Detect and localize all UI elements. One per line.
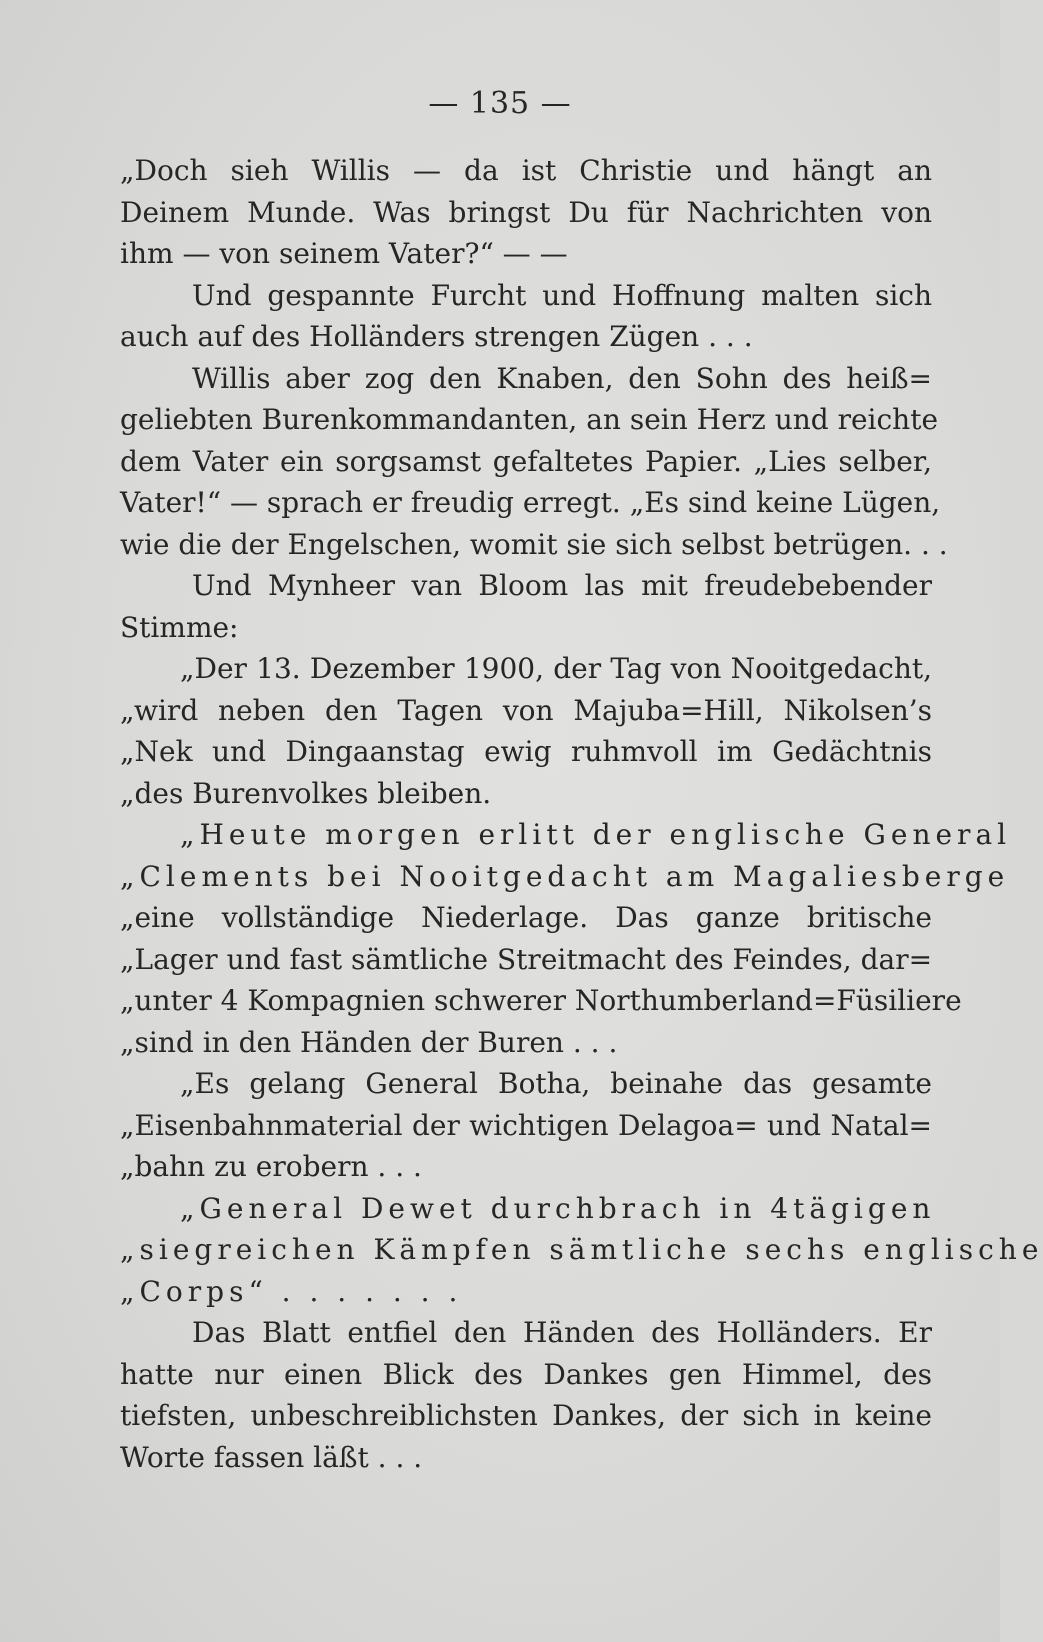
text-line: „Nek und Dingaanstag ewig ruhmvoll im Gedächtnis [120,735,932,768]
text-line: Und gespannte Furcht und Hoffnung malten sich [192,278,932,312]
body-text [120,150,1043,1478]
text-line: „Corps“ . . . . . . . [120,1274,463,1308]
text-line: hatte nur einen Blick des Dankes gen Himmel, des [120,1357,932,1391]
text-line: Stimme: [120,610,239,644]
text-line: tiefsten, unbeschreiblichsten Dankes, der sich in keine [120,1399,932,1432]
text-line: Vater!“ — sprach er freudig erregt. „Es sind keine Lügen, [120,486,941,519]
text-line: „sind in den Händen der Buren . . . [120,1025,618,1059]
text-line: „Heute morgen erlitt der englische General [180,818,1012,851]
text-line: wie die der Engelschen, womit sie sich selbst betrügen. . . [120,527,948,561]
text-line: „eine vollständige Niederlage. Das ganze britische [120,901,932,934]
text-line: „Eisenbahnmaterial der wichtigen Delagoa= und Natal= [120,1108,932,1142]
text-line: Worte fassen läßt . . . [120,1440,423,1474]
text-line: „Clements bei Nooitgedacht am Magaliesberge [120,859,1010,893]
text-line: „General Dewet durchbrach in 4tägigen [180,1191,936,1225]
text-line: ihm — von seinem Vater?“ — — [120,237,568,270]
text-line: Willis aber zog den Knaben, den Sohn des heiß= [192,361,932,395]
text-line: „unter 4 Kompagnien schwerer Northumberland=Füsiliere [120,984,962,1017]
text-line: „siegreichen Kämpfen sämtliche sechs englische [120,1233,1043,1266]
text-line: „Es gelang General Botha, beinahe das gesamte [180,1067,932,1100]
page-number: — 135 — [428,86,572,121]
text-line: „Lager und fast sämtliche Streitmacht des Feindes, dar= [120,942,933,976]
text-line: Und Mynheer van Bloom las mit freudebebender [192,569,932,602]
text-line: „Der 13. Dezember 1900, der Tag von Nooitgedacht, [180,652,932,685]
text-line: „wird neben den Tagen von Majuba=Hill, Nikolsen’s [120,693,932,727]
text-line: Deinem Munde. Was bringst Du für Nachrichten von [120,195,932,229]
text-line: geliebten Burenkommandanten, an sein Herz und reichte [120,403,939,436]
text-line: „des Burenvolkes bleiben. [120,776,492,810]
text-line: dem Vater ein sorgsamst gefaltetes Papier. „Lies selber, [120,444,932,478]
text-line: „Doch sieh Willis — da ist Christie und hängt an [120,154,932,187]
text-line: auch auf des Holländers strengen Zügen . . . [120,320,753,353]
text-line: „bahn zu erobern . . . [120,1150,422,1183]
text-line: Das Blatt entfiel den Händen des Holländers. Er [192,1316,932,1349]
